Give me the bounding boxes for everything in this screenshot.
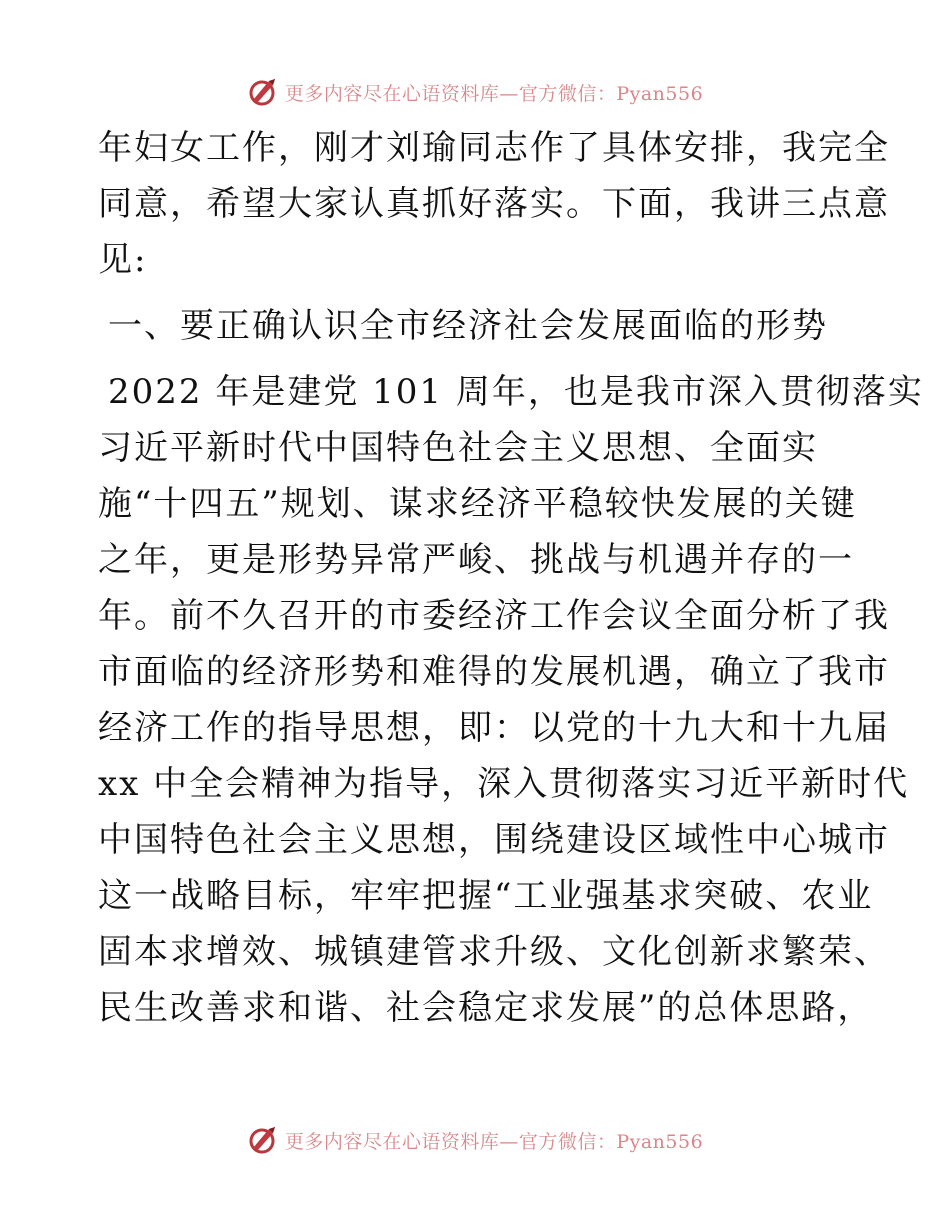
text-line: xx 中全会精神为指导，深入贯彻落实习近平新时代	[98, 764, 910, 804]
text-line: 民生改善求和谐、社会稳定求发展”的总体思路，	[98, 988, 874, 1028]
footer-watermark	[0, 1120, 950, 1160]
pen-nib-logo-icon	[247, 75, 281, 109]
text-line: 2022 年是建党 101 周年，也是我市深入贯彻落实	[108, 372, 924, 412]
text-line: 见:	[98, 240, 148, 280]
text-line: 这一战略目标，牢牢把握“工业强基求突破、农业	[98, 876, 874, 916]
text-line: 固本求增效、城镇建管求升级、文化创新求繁荣、	[98, 932, 890, 972]
text-line: 中国特色社会主义思想，围绕建设区域性中心城市	[98, 820, 890, 860]
watermark-text: 更多内容尽在心语资料库—官方微信：Pyan556	[284, 82, 704, 105]
text-line: 市面临的经济形势和难得的发展机遇，确立了我市	[98, 652, 890, 692]
watermark-text: 更多内容尽在心语资料库—官方微信：Pyan556	[284, 1130, 704, 1153]
header-watermark	[0, 72, 950, 112]
text-line: 年。前不久召开的市委经济工作会议全面分析了我	[98, 596, 890, 636]
section-heading: 一、要正确认识全市经济社会发展面临的形势	[108, 306, 828, 346]
pen-nib-logo-icon	[247, 1123, 281, 1157]
text-line: 经济工作的指导思想，即：以党的十九大和十九届	[98, 708, 890, 748]
text-line: 之年，更是形势异常严峻、挑战与机遇并存的一	[98, 540, 854, 580]
text-line: 习近平新时代中国特色社会主义思想、全面实	[98, 428, 818, 468]
document-body	[98, 120, 924, 1036]
text-line: 同意，希望大家认真抓好落实。下面，我讲三点意	[98, 184, 890, 224]
text-line: 施“十四五”规划、谋求经济平稳较快发展的关键	[98, 484, 857, 524]
text-line: 年妇女工作，刚才刘瑜同志作了具体安排，我完全	[98, 128, 890, 168]
